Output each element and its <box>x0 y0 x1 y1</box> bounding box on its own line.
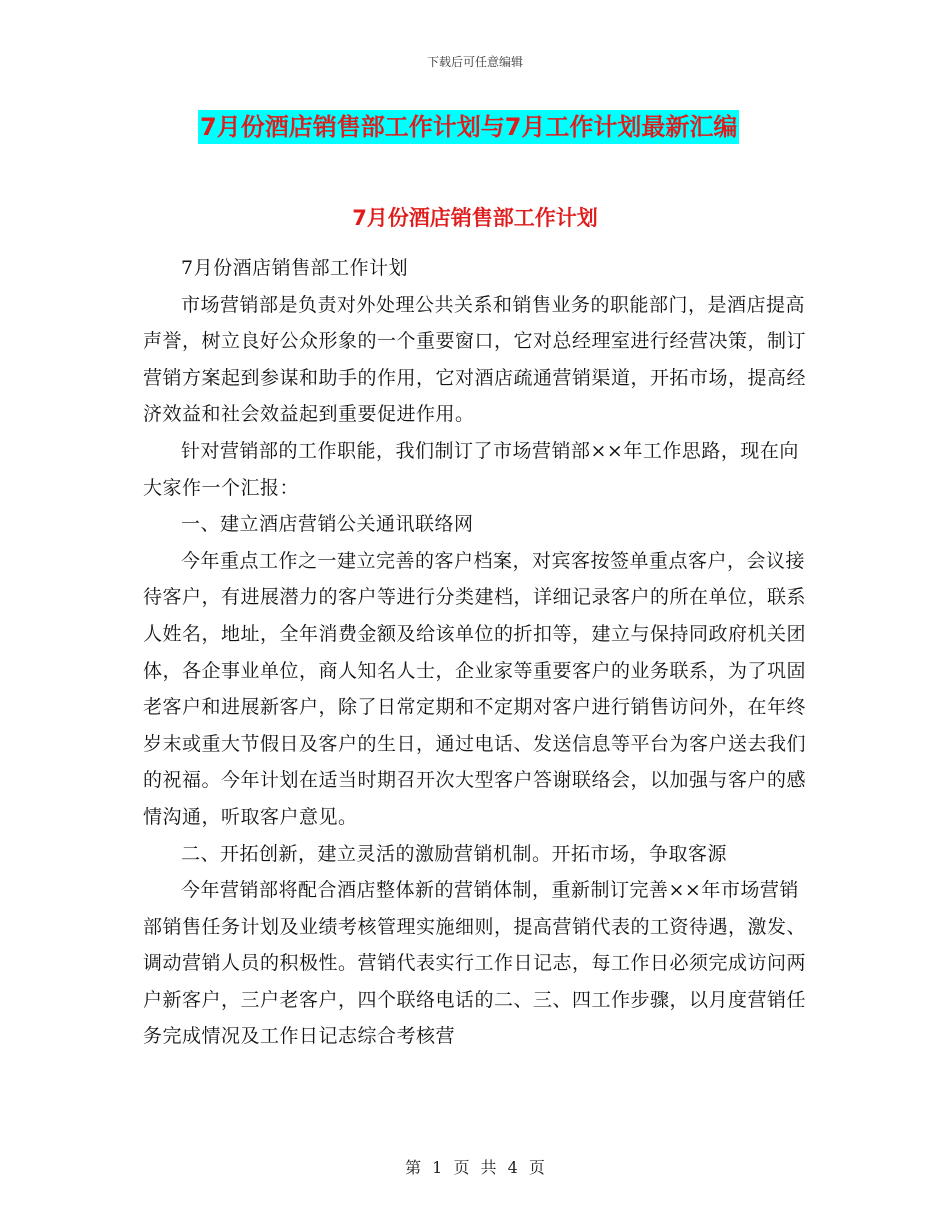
page-footer: 第 1 页 共 4 页 <box>405 1158 545 1177</box>
heading-one: 一、建立酒店营销公关通讯联络网 <box>181 513 474 536</box>
paragraph-customer-archive: 今年重点工作之一建立完善的客户档案，对宾客按签单重点客户，会议接待客户，有进展潜力的客户等进行分类建档，详细记录客户的所在单位，联系人姓名，地址，全年消费金额及给该单位的折扣等，建立与保持同政府机关团体，各企事业单位，商人知名人士，企业家等重要客户的业务联系，为了巩固老客户和进展新客户，除了日常定期和不定期对客户进行销售访问外，在年终岁末或重大节假日及客户的生日，通过电话、发送信息等平台为客户送去我们的祝福。今年计划在适当时期召开次大型客户答谢联络会，以加强与客户的感情沟通，听取客户意见。 <box>143 549 807 828</box>
paragraph-intro: 市场营销部是负责对外处理公共关系和销售业务的职能部门，是酒店提高声誉，树立良好公众形象的一个重要窗口，它对总经理室进行经营决策，制订营销方案起到参谋和助手的作用，它对酒店疏通营销渠道，开拓市场，提高经济效益和社会效益起到重要促进作用。 <box>143 293 807 426</box>
paragraph-incentive: 今年营销部将配合酒店整体新的营销体制，重新制订完善××年市场营销部销售任务计划及业绩考核管理实施细则，提高营销代表的工资待遇，激发、调动营销人员的积极性。营销代表实行工作日记志，每工作日必须完成访问两户新客户，三户老客户，四个联络电话的二、三、四工作步骤，以月度营销任务完成情况及工作日记志综合考核营 <box>143 879 807 1048</box>
section-title: 7月份酒店销售部工作计划 <box>352 206 598 230</box>
document-body <box>143 250 811 1055</box>
document-title: 7月份酒店销售部工作计划与7月工作计划最新汇编 <box>198 110 739 144</box>
page-header: 下载后可任意编辑 <box>426 55 523 69</box>
paragraph-subtitle: 7月份酒店销售部工作计划 <box>181 257 409 279</box>
paragraph-summary: 针对营销部的工作职能，我们制订了市场营销部××年工作思路，现在向大家作一个汇报： <box>143 439 799 499</box>
heading-two: 二、开拓创新，建立灵活的激励营销机制。开拓市场，争取客源 <box>181 842 728 865</box>
